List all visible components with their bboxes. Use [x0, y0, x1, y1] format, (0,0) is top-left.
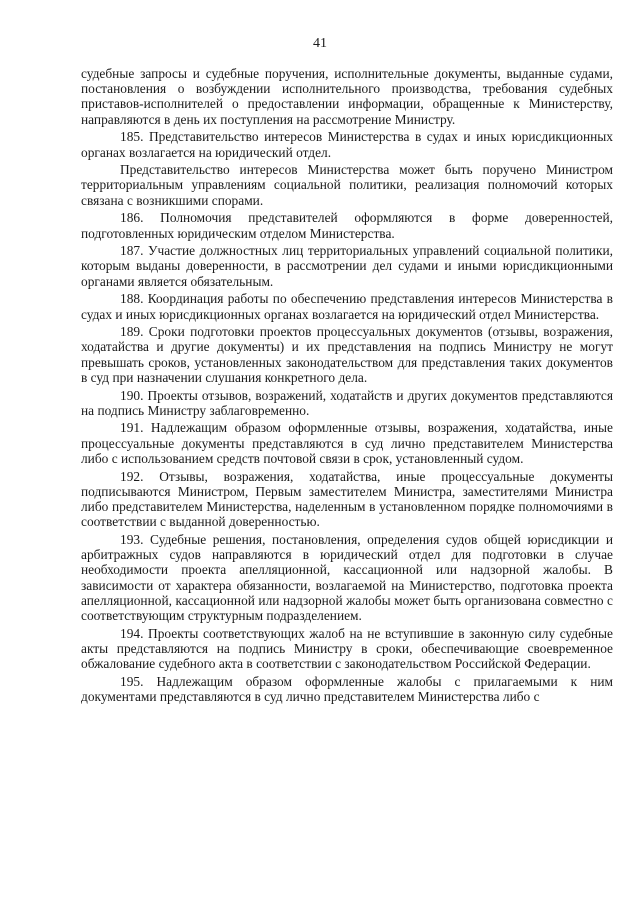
paragraph-192: 192. Отзывы, возражения, ходатайства, иные процессуальные документы подписываются Министром, Первым заместителем Министра, заместителями Министра либо представителем Министерства, наделенным в установленном порядке полномочиями в соответствии с выданной доверенностью. — [81, 468, 613, 530]
paragraph-188: 188. Координация работы по обеспечению представления интересов Министерства в судах и иных юрисдикционных органах возлагается на юридический отдел Министерства. — [81, 291, 613, 322]
paragraph-190: 190. Проекты отзывов, возражений, ходатайств и других документов представляются на подпись Министру заблаговременно. — [81, 387, 613, 418]
paragraph-189: 189. Сроки подготовки проектов процессуальных документов (отзывы, возражения, ходатайства и другие документы) и их представления на подпись Министру не могут превышать сроков, установленных законодательством для представления таких документов в суд при назначении слушания конкретного дела. — [81, 324, 613, 385]
paragraph-193: 193. Судебные решения, постановления, определения судов общей юрисдикции и арбитражных судов направляются в юридический отдел для подготовки в случае необходимости проекта апелляционной, кассационной или надзорной жалобы. В зависимости от характера обязанности, возлагаемой на Министерство, подготовка проекта апелляционной, кассационной или надзорной жалобы может быть организована совместно с соответствующим структурным подразделением. — [81, 531, 613, 623]
paragraph-187: 187. Участие должностных лиц территориальных управлений социальной политики, которым выданы доверенности, в рассмотрении дел судами и иными юрисдикционными органами является обязательным. — [81, 243, 613, 289]
paragraph-continuation: судебные запросы и судебные поручения, исполнительные документы, выданные судами, постановления о возбуждении исполнительного производства, требования судебных приставов-исполнителей о предоставлении информации, обращенные к Министерству, направляются в день их поступления на рассмотрение Министру. — [81, 66, 613, 127]
paragraph-195: 195. Надлежащим образом оформленные жалобы с прилагаемыми к ним документами представляются в суд лично представителем Министерства либо с — [81, 673, 613, 704]
body-text — [81, 66, 613, 707]
paragraph-185-cont: Представительство интересов Министерства может быть поручено Министром территориальным управлениям социальной политики, реализация полномочий которых связана с возникшими спорами. — [81, 162, 613, 208]
paragraph-185: 185. Представительство интересов Министерства в судах и иных юрисдикционных органах возлагается на юридический отдел. — [81, 129, 613, 160]
paragraph-194: 194. Проекты соответствующих жалоб на не вступившие в законную силу судебные акты представляются на подпись Министру в сроки, обеспечивающие своевременное обжалование судебного акта в соответствии с законодательством Российской Федерации. — [81, 625, 613, 672]
paragraph-186: 186. Полномочия представителей оформляются в форме доверенностей, подготовленных юридическим отделом Министерства. — [81, 210, 613, 241]
page-number: 41 — [313, 36, 327, 51]
paragraph-191: 191. Надлежащим образом оформленные отзывы, возражения, ходатайства, иные процессуальные документы представляются в суд лично представителем Министерства либо с использованием средств почтовой связи в срок, установленный судом. — [81, 420, 613, 466]
